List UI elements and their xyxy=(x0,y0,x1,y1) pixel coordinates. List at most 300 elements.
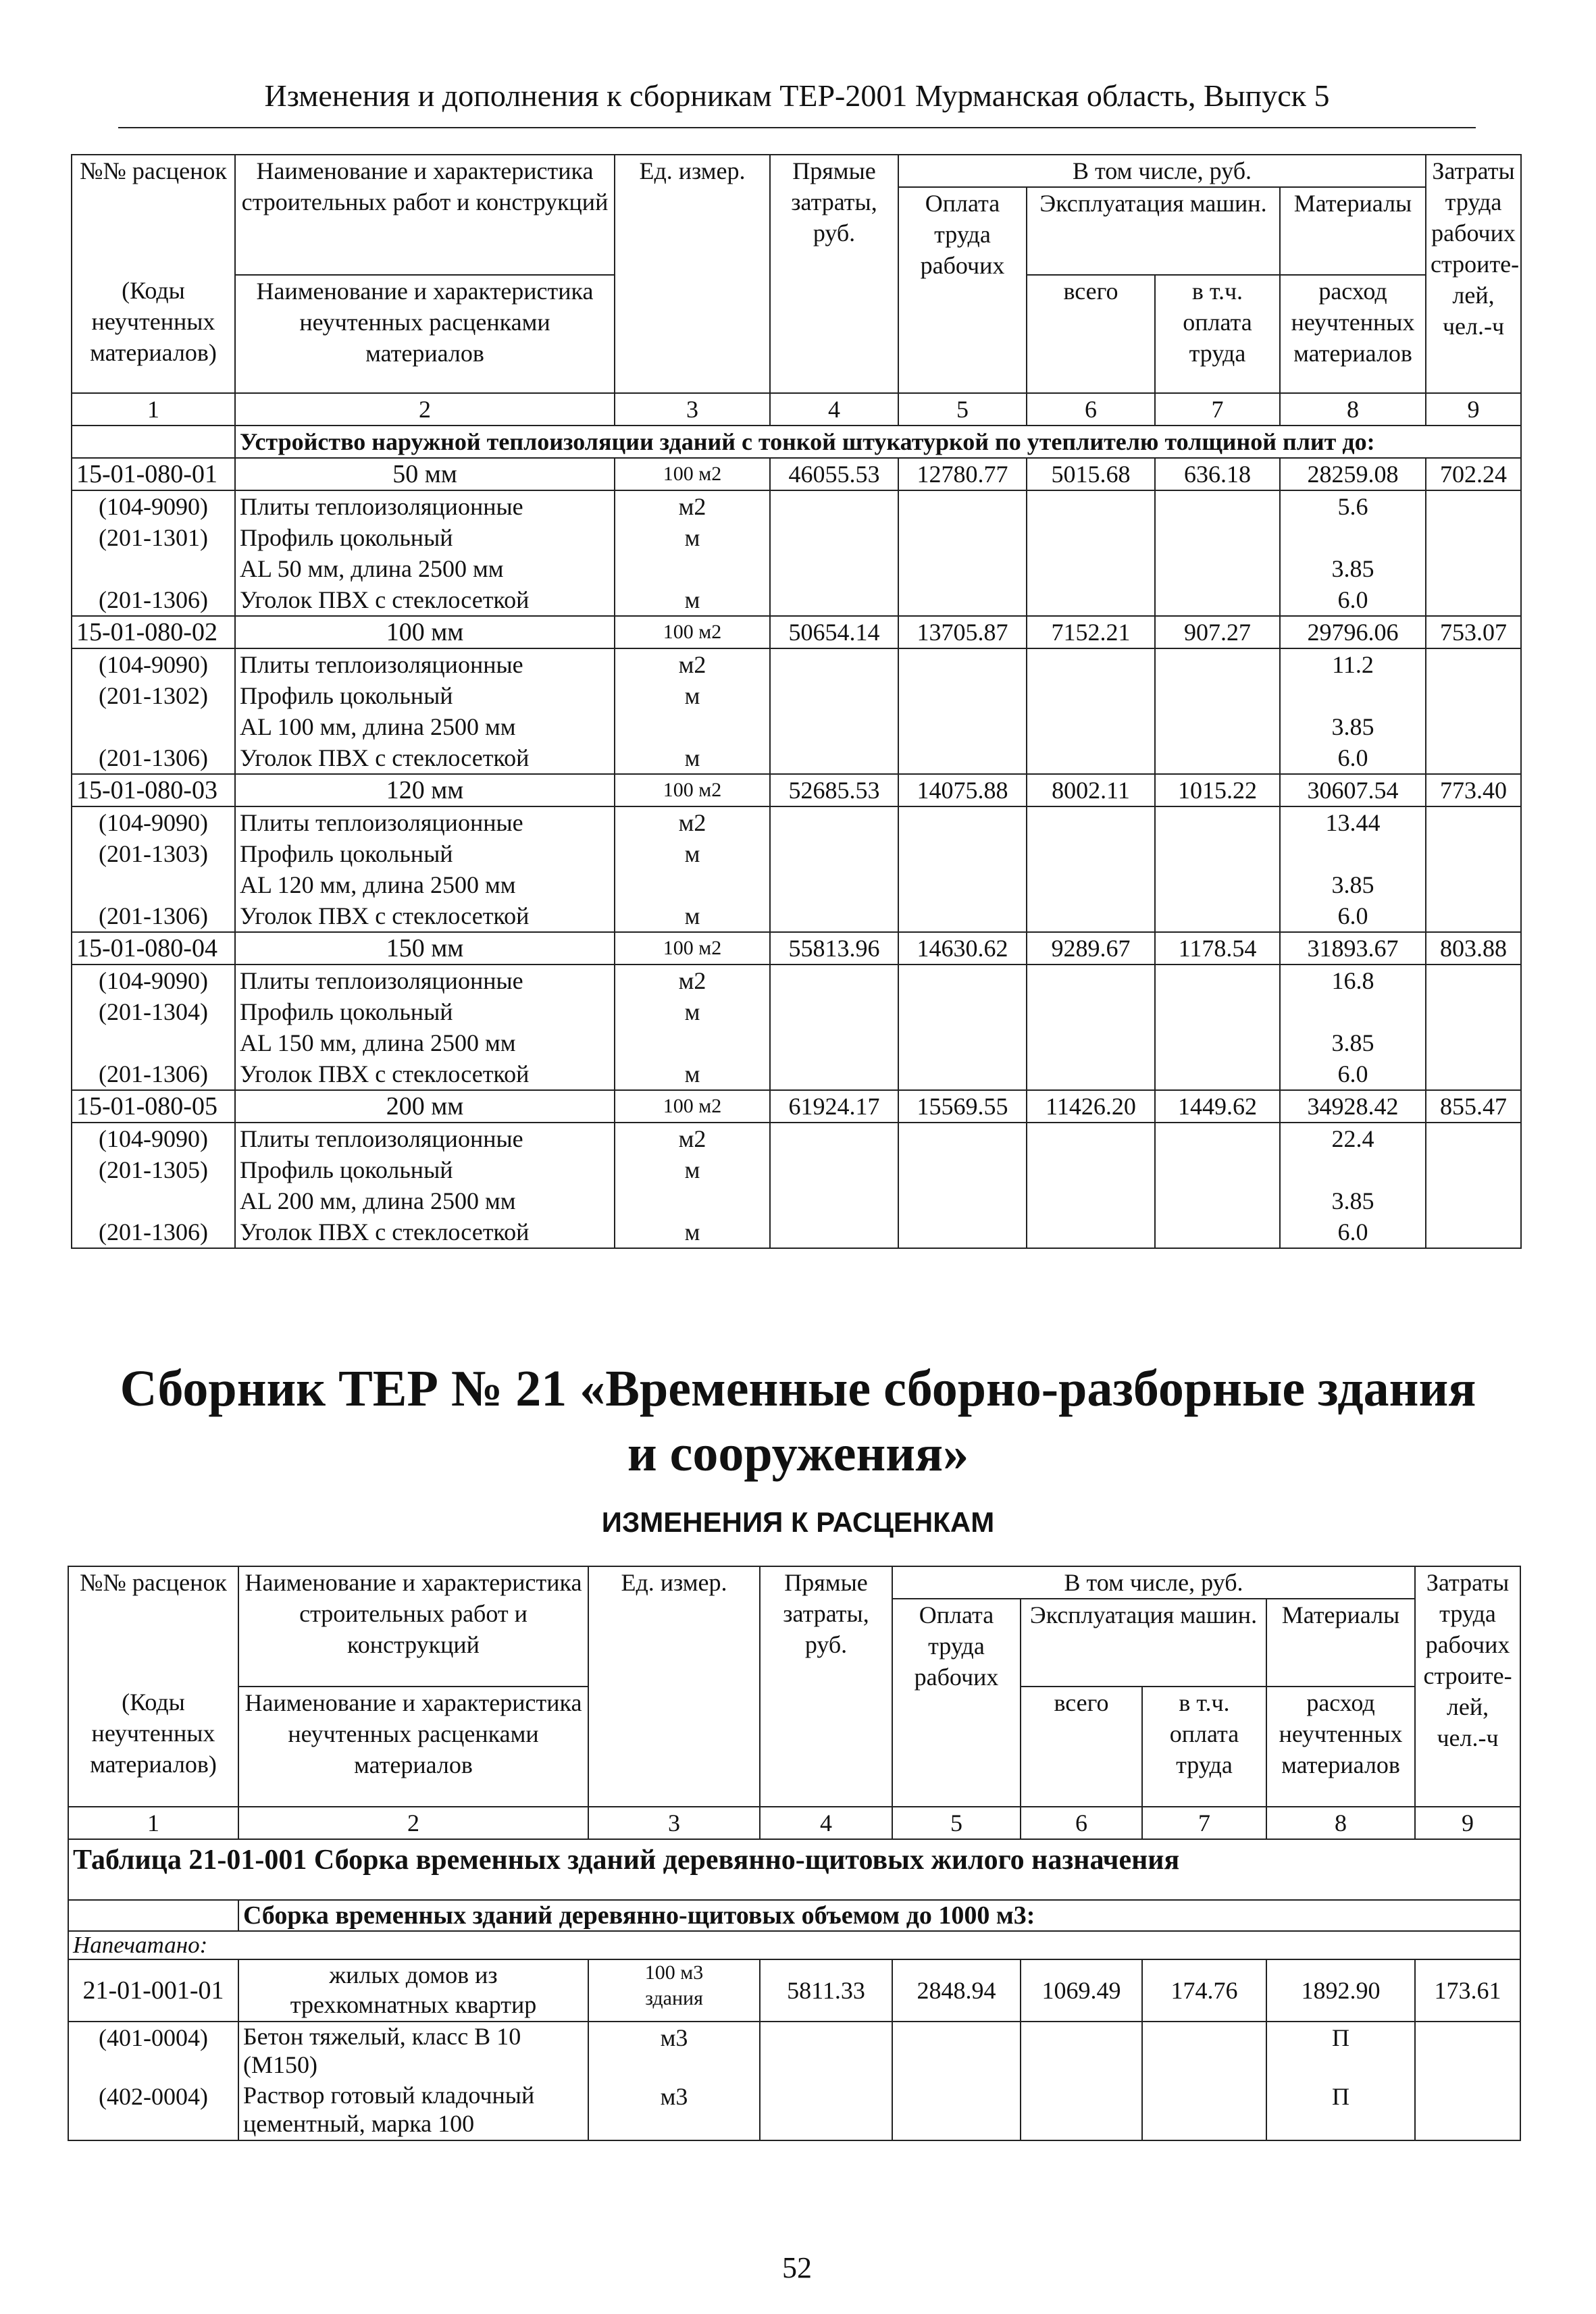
material-qty: 11.2 xyxy=(1280,648,1426,680)
column-number: 8 xyxy=(1266,1807,1415,1839)
rate-direct: 50654.14 xyxy=(770,616,898,648)
column-number: 2 xyxy=(235,393,615,426)
empty-cell xyxy=(1027,490,1155,522)
material-row xyxy=(72,1216,1521,1248)
material-name-line: Плиты теплоизоляционные xyxy=(240,493,523,520)
empty-cell xyxy=(1027,965,1155,996)
empty-cell xyxy=(1155,1123,1280,1154)
empty-cell xyxy=(1027,742,1155,774)
page-number: 52 xyxy=(782,2251,812,2284)
table-title: Таблица 21-01-001 Сборка временных зданий деревянно-щитовых жилого назначения xyxy=(68,1839,1520,1900)
material-name-line: (М150) xyxy=(243,2051,317,2078)
material-qty: 5.6 xyxy=(1280,490,1426,522)
material-name-line: Уголок ПВХ с стеклосеткой xyxy=(240,586,530,613)
rate-labor: 773.40 xyxy=(1426,774,1521,806)
rate-labor: 702.24 xyxy=(1426,458,1521,490)
empty-cell xyxy=(898,1154,1027,1216)
empty-cell xyxy=(1155,648,1280,680)
material-unit: м2 xyxy=(615,806,770,838)
empty-cell xyxy=(770,1123,898,1154)
material-name xyxy=(235,1154,615,1216)
rate-unit: 100 м2 xyxy=(615,932,770,965)
rate-mat: 31893.67 xyxy=(1280,932,1426,965)
empty-cell xyxy=(898,900,1027,932)
rate-mach-pay: 174.76 xyxy=(1142,1959,1266,2022)
material-unit: м xyxy=(615,1058,770,1090)
empty-cell xyxy=(1027,838,1155,900)
rate-code: 21-01-001-01 xyxy=(68,1959,238,2022)
material-name-line: Уголок ПВХ с стеклосеткой xyxy=(240,744,530,771)
head-code-unaccounted: (Коды неучтенных материалов) xyxy=(68,1687,238,1807)
empty-cell xyxy=(1027,1216,1155,1248)
material-name-line: AL 50 мм, длина 2500 мм xyxy=(240,555,504,582)
material-name-line: Профиль цокольный xyxy=(240,524,453,551)
material-code: (201-1306) xyxy=(72,742,235,774)
rate-unit: 100 м3 здания xyxy=(588,1959,760,2022)
empty-cell xyxy=(1155,680,1280,742)
material-name-line: AL 120 мм, длина 2500 мм xyxy=(240,871,516,898)
material-name xyxy=(235,490,615,522)
empty-cell xyxy=(892,2081,1021,2140)
rate-pay: 13705.87 xyxy=(898,616,1027,648)
rate-unit: 100 м2 xyxy=(615,616,770,648)
empty-cell xyxy=(898,522,1027,584)
material-unit: м xyxy=(615,742,770,774)
empty-cell xyxy=(770,584,898,616)
empty-cell xyxy=(1155,584,1280,616)
empty-cell xyxy=(898,490,1027,522)
empty-cell xyxy=(898,838,1027,900)
column-number: 5 xyxy=(898,393,1027,426)
rate-direct: 52685.53 xyxy=(770,774,898,806)
rate-labor: 173.61 xyxy=(1415,1959,1520,2022)
material-name-line: AL 200 мм, длина 2500 мм xyxy=(240,1187,516,1214)
head-materials: Материалы xyxy=(1266,1599,1415,1660)
head-incl: В том числе, руб. xyxy=(898,155,1426,187)
rate-direct: 46055.53 xyxy=(770,458,898,490)
table-row xyxy=(72,932,1521,965)
material-code: (402-0004) xyxy=(68,2081,238,2140)
empty-cell xyxy=(1426,838,1521,900)
table-row xyxy=(72,1090,1521,1123)
rate-mat: 28259.08 xyxy=(1280,458,1426,490)
column-number: 3 xyxy=(615,393,770,426)
material-qty: 6.0 xyxy=(1280,584,1426,616)
material-qty: 16.8 xyxy=(1280,965,1426,996)
material-unit: м xyxy=(615,838,770,900)
head-pay: Оплата труда рабочих xyxy=(892,1599,1021,1807)
rate-name: 150 мм xyxy=(235,932,615,965)
rate-mach-pay: 636.18 xyxy=(1155,458,1280,490)
material-row xyxy=(72,1123,1521,1154)
material-name-line: цементный, марка 100 xyxy=(243,2110,475,2137)
empty-cell xyxy=(898,1123,1027,1154)
material-row xyxy=(72,965,1521,996)
rates-table-21 xyxy=(68,1566,1521,2141)
rate-labor: 855.47 xyxy=(1426,1090,1521,1123)
column-number: 4 xyxy=(770,393,898,426)
table-row xyxy=(72,774,1521,806)
empty-cell xyxy=(1027,680,1155,742)
material-row xyxy=(72,680,1521,742)
empty-cell xyxy=(1155,522,1280,584)
head-name: Наименование и характеристика строительных работ и конструкций xyxy=(235,155,615,275)
head-mach-total: всего xyxy=(1021,1687,1142,1807)
rate-pay: 2848.94 xyxy=(892,1959,1021,2022)
head-mach-total: всего xyxy=(1027,275,1155,393)
rate-code: 15-01-080-05 xyxy=(72,1090,235,1123)
rate-mach-pay: 1449.62 xyxy=(1155,1090,1280,1123)
empty-cell xyxy=(1155,996,1280,1058)
empty-cell xyxy=(770,900,898,932)
empty-cell xyxy=(1415,2022,1520,2081)
material-name-line: Профиль цокольный xyxy=(240,682,453,709)
empty-cell xyxy=(898,648,1027,680)
material-unit: м2 xyxy=(615,490,770,522)
material-row xyxy=(72,648,1521,680)
material-code: (104-9090) xyxy=(72,806,235,838)
material-unit: м2 xyxy=(615,1123,770,1154)
material-code: (201-1306) xyxy=(72,1058,235,1090)
rate-mat: 29796.06 xyxy=(1280,616,1426,648)
empty-cell xyxy=(1426,522,1521,584)
material-name xyxy=(235,1058,615,1090)
column-number: 3 xyxy=(588,1807,760,1839)
material-row xyxy=(72,490,1521,522)
empty-cell xyxy=(892,2022,1021,2081)
column-number: 7 xyxy=(1155,393,1280,426)
empty-cell xyxy=(770,648,898,680)
material-unit: м xyxy=(615,996,770,1058)
empty-cell xyxy=(770,806,898,838)
material-name xyxy=(235,742,615,774)
rate-mach: 9289.67 xyxy=(1027,932,1155,965)
changes-heading: ИЗМЕНЕНИЯ К РАСЦЕНКАМ xyxy=(601,1506,995,1538)
rate-mach: 5015.68 xyxy=(1027,458,1155,490)
material-row xyxy=(72,838,1521,900)
material-qty: 22.4 xyxy=(1280,1123,1426,1154)
material-row xyxy=(72,584,1521,616)
material-row xyxy=(68,2081,1520,2140)
material-row xyxy=(72,996,1521,1058)
empty-cell xyxy=(1027,1058,1155,1090)
empty-cell xyxy=(770,522,898,584)
material-name-line: AL 100 мм, длина 2500 мм xyxy=(240,713,516,740)
empty-cell xyxy=(1027,522,1155,584)
column-number: 8 xyxy=(1280,393,1426,426)
rate-code: 15-01-080-02 xyxy=(72,616,235,648)
rate-pay: 12780.77 xyxy=(898,458,1027,490)
head-incl: В том числе, руб. xyxy=(892,1566,1415,1599)
rate-direct: 55813.96 xyxy=(770,932,898,965)
material-row xyxy=(68,2022,1520,2081)
head-direct: Прямые затраты, руб. xyxy=(760,1566,892,1807)
material-qty: 3.85 xyxy=(1280,996,1426,1058)
empty-cell xyxy=(1426,648,1521,680)
material-name xyxy=(235,584,615,616)
head-name: Наименование и характеристика строительных работ и конструкций xyxy=(238,1566,588,1687)
column-number: 9 xyxy=(1426,393,1521,426)
material-code: (104-9090) xyxy=(72,1123,235,1154)
column-number: 1 xyxy=(68,1807,238,1839)
material-code: (104-9090) xyxy=(72,490,235,522)
rate-mach-pay: 1178.54 xyxy=(1155,932,1280,965)
material-qty: 6.0 xyxy=(1280,1216,1426,1248)
empty-cell xyxy=(1142,2022,1266,2081)
head-mach-pay: в т.ч. оплата труда xyxy=(1142,1687,1266,1807)
material-unit: м xyxy=(615,584,770,616)
empty-cell xyxy=(1027,648,1155,680)
material-qty: 3.85 xyxy=(1280,838,1426,900)
material-name xyxy=(235,1123,615,1154)
empty-cell xyxy=(1021,2081,1142,2140)
empty-cell xyxy=(898,584,1027,616)
rate-mach: 11426.20 xyxy=(1027,1090,1155,1123)
empty-cell xyxy=(1155,1154,1280,1216)
material-name-line: Уголок ПВХ с стеклосеткой xyxy=(240,1218,530,1245)
material-name-line: Уголок ПВХ с стеклосеткой xyxy=(240,902,530,929)
rate-unit: 100 м2 xyxy=(615,774,770,806)
material-code: (201-1306) xyxy=(72,900,235,932)
rate-code: 15-01-080-04 xyxy=(72,932,235,965)
material-unit: м3 xyxy=(588,2081,760,2140)
material-name-line: Плиты теплоизоляционные xyxy=(240,967,523,994)
material-name-line: Плиты теплоизоляционные xyxy=(240,651,523,678)
empty-cell xyxy=(898,680,1027,742)
rate-code: 15-01-080-03 xyxy=(72,774,235,806)
material-name xyxy=(235,680,615,742)
empty-cell xyxy=(1155,900,1280,932)
empty-cell xyxy=(1027,1154,1155,1216)
rate-name: 100 мм xyxy=(235,616,615,648)
material-unit: м xyxy=(615,680,770,742)
material-name xyxy=(235,996,615,1058)
rate-name: 200 мм xyxy=(235,1090,615,1123)
empty-cell xyxy=(760,2081,892,2140)
material-qty: П xyxy=(1266,2022,1415,2081)
empty-cell xyxy=(1426,490,1521,522)
rate-unit: 100 м2 xyxy=(615,1090,770,1123)
material-name xyxy=(235,900,615,932)
head-materials: Материалы xyxy=(1280,187,1426,248)
empty-cell xyxy=(1426,806,1521,838)
empty-cell xyxy=(1155,490,1280,522)
material-qty: 6.0 xyxy=(1280,742,1426,774)
empty-cell xyxy=(898,806,1027,838)
material-code: (201-1302) xyxy=(72,680,235,742)
rate-unit: 100 м2 xyxy=(615,458,770,490)
material-name xyxy=(235,965,615,996)
rate-mach: 7152.21 xyxy=(1027,616,1155,648)
rates-table-15 xyxy=(71,154,1522,1249)
material-row xyxy=(72,1058,1521,1090)
material-code: (201-1306) xyxy=(72,584,235,616)
empty-cell xyxy=(1426,742,1521,774)
head-machines: Эксплуатация машин. xyxy=(1027,187,1280,248)
material-code: (201-1303) xyxy=(72,838,235,900)
material-unit: м2 xyxy=(615,648,770,680)
empty-cell xyxy=(1426,965,1521,996)
material-code: (104-9090) xyxy=(72,965,235,996)
rate-name: 50 мм xyxy=(235,458,615,490)
column-number: 5 xyxy=(892,1807,1021,1839)
material-name xyxy=(235,522,615,584)
head-name-unaccounted: Наименование и характеристика неучтенных расценками материалов xyxy=(238,1687,588,1807)
empty-cell xyxy=(1027,806,1155,838)
rate-pay: 15569.55 xyxy=(898,1090,1027,1123)
empty-cell xyxy=(1155,1058,1280,1090)
material-qty: 6.0 xyxy=(1280,1058,1426,1090)
rate-mat: 34928.42 xyxy=(1280,1090,1426,1123)
material-name-line: Профиль цокольный xyxy=(240,1156,453,1183)
material-row xyxy=(72,742,1521,774)
empty-cell xyxy=(898,1216,1027,1248)
head-mach-pay: в т.ч. оплата труда xyxy=(1155,275,1280,393)
empty-cell xyxy=(1155,742,1280,774)
page-header: Изменения и дополнения к сборникам ТЕР-2001 Мурманская область, Выпуск 5 xyxy=(264,78,1330,113)
empty-cell xyxy=(1426,1123,1521,1154)
empty-cell xyxy=(1027,996,1155,1058)
material-row xyxy=(72,900,1521,932)
material-unit: м xyxy=(615,900,770,932)
rate-name: жилых домов из трехкомнатных квартир xyxy=(238,1959,588,2022)
empty-cell xyxy=(898,996,1027,1058)
column-number: 1 xyxy=(72,393,235,426)
empty-cell xyxy=(1426,1154,1521,1216)
empty-cell xyxy=(770,1216,898,1248)
rate-labor: 753.07 xyxy=(1426,616,1521,648)
material-qty: 3.85 xyxy=(1280,1154,1426,1216)
empty-cell xyxy=(770,1058,898,1090)
column-number: 4 xyxy=(760,1807,892,1839)
empty-cell xyxy=(770,965,898,996)
empty-cell xyxy=(1426,584,1521,616)
material-name-line: AL 150 мм, длина 2500 мм xyxy=(240,1029,516,1056)
rate-pay: 14075.88 xyxy=(898,774,1027,806)
column-number: 9 xyxy=(1415,1807,1520,1839)
printed-label: Напечатано: xyxy=(68,1931,1520,1959)
material-name xyxy=(235,648,615,680)
rate-mach: 8002.11 xyxy=(1027,774,1155,806)
empty-cell xyxy=(770,680,898,742)
rate-name: 120 мм xyxy=(235,774,615,806)
empty-cell xyxy=(1155,806,1280,838)
empty-cell xyxy=(1426,1216,1521,1248)
head-direct: Прямые затраты, руб. xyxy=(770,155,898,393)
header-divider xyxy=(118,127,1476,128)
head-consumption: расход неучтенных материалов xyxy=(1266,1687,1415,1807)
empty-cell xyxy=(1027,900,1155,932)
material-qty: 3.85 xyxy=(1280,680,1426,742)
empty-cell xyxy=(770,838,898,900)
material-code: (401-0004) xyxy=(68,2022,238,2081)
material-name-line: Профиль цокольный xyxy=(240,840,453,867)
material-name xyxy=(238,2081,588,2140)
material-name-line: Плиты теплоизоляционные xyxy=(240,1125,523,1152)
column-number: 6 xyxy=(1021,1807,1142,1839)
material-name xyxy=(235,806,615,838)
empty-cell xyxy=(770,490,898,522)
material-name xyxy=(238,2022,588,2081)
column-number: 6 xyxy=(1027,393,1155,426)
empty-cell xyxy=(1142,2081,1266,2140)
empty-cell xyxy=(1426,680,1521,742)
material-unit: м2 xyxy=(615,965,770,996)
table-row xyxy=(72,616,1521,648)
rate-labor: 803.88 xyxy=(1426,932,1521,965)
material-name-line: Профиль цокольный xyxy=(240,998,453,1025)
material-name-line: Бетон тяжелый, класс В 10 xyxy=(243,2023,521,2050)
empty-cell xyxy=(1426,900,1521,932)
collection-title: Сборник ТЕР № 21 «Временные сборно-разборные здания и сооружения» xyxy=(120,1360,1476,1482)
table-subtitle: Сборка временных зданий деревянно-щитовых объемом до 1000 м3: xyxy=(238,1900,1520,1931)
material-name-line: Раствор готовый кладочный xyxy=(243,2082,535,2109)
empty-cell xyxy=(1027,1123,1155,1154)
empty-cell xyxy=(1426,996,1521,1058)
material-name-line: Плиты теплоизоляционные xyxy=(240,809,523,836)
rate-mach-pay: 1015.22 xyxy=(1155,774,1280,806)
rate-code: 15-01-080-01 xyxy=(72,458,235,490)
head-name-unaccounted: Наименование и характеристика неучтенных расценками материалов xyxy=(235,275,615,393)
empty-cell xyxy=(898,1058,1027,1090)
empty-cell xyxy=(1027,584,1155,616)
empty-cell xyxy=(1415,2081,1520,2140)
material-code: (201-1301) xyxy=(72,522,235,584)
head-unit: Ед. измер. xyxy=(588,1566,760,1807)
material-unit: м3 xyxy=(588,2022,760,2081)
rate-mat: 1892.90 xyxy=(1266,1959,1415,2022)
rate-direct: 5811.33 xyxy=(760,1959,892,2022)
head-labor: Затраты труда рабочих строите- лей, чел.-ч xyxy=(1426,155,1521,393)
material-name xyxy=(235,1216,615,1248)
column-number: 7 xyxy=(1142,1807,1266,1839)
head-code: №№ расценок xyxy=(72,155,235,275)
material-name-line: Уголок ПВХ с стеклосеткой xyxy=(240,1060,530,1087)
rate-mat: 30607.54 xyxy=(1280,774,1426,806)
material-code: (201-1305) xyxy=(72,1154,235,1216)
material-row xyxy=(72,806,1521,838)
head-pay: Оплата труда рабочих xyxy=(898,187,1027,393)
material-unit: м xyxy=(615,1216,770,1248)
empty-cell xyxy=(1155,1216,1280,1248)
head-code-unaccounted: (Коды неучтенных материалов) xyxy=(72,275,235,393)
rate-pay: 14630.62 xyxy=(898,932,1027,965)
empty-cell xyxy=(770,1154,898,1216)
material-qty: П xyxy=(1266,2081,1415,2140)
empty-cell xyxy=(1155,838,1280,900)
material-unit: м xyxy=(615,522,770,584)
material-name xyxy=(235,838,615,900)
material-code: (104-9090) xyxy=(72,648,235,680)
material-unit: м xyxy=(615,1154,770,1216)
empty-cell xyxy=(770,742,898,774)
table-row xyxy=(72,458,1521,490)
material-row xyxy=(72,1154,1521,1216)
material-code: (201-1304) xyxy=(72,996,235,1058)
empty-cell xyxy=(770,996,898,1058)
head-machines: Эксплуатация машин. xyxy=(1021,1599,1266,1660)
empty-cell xyxy=(1155,965,1280,996)
empty-cell xyxy=(898,965,1027,996)
empty-cell xyxy=(898,742,1027,774)
material-row xyxy=(72,522,1521,584)
empty-cell xyxy=(1426,1058,1521,1090)
head-consumption: расход неучтенных материалов xyxy=(1280,275,1426,393)
empty-cell xyxy=(760,2022,892,2081)
head-labor: Затраты труда рабочих строите- лей, чел.-ч xyxy=(1415,1566,1520,1807)
head-code: №№ расценок xyxy=(68,1566,238,1687)
rate-mach: 1069.49 xyxy=(1021,1959,1142,2022)
